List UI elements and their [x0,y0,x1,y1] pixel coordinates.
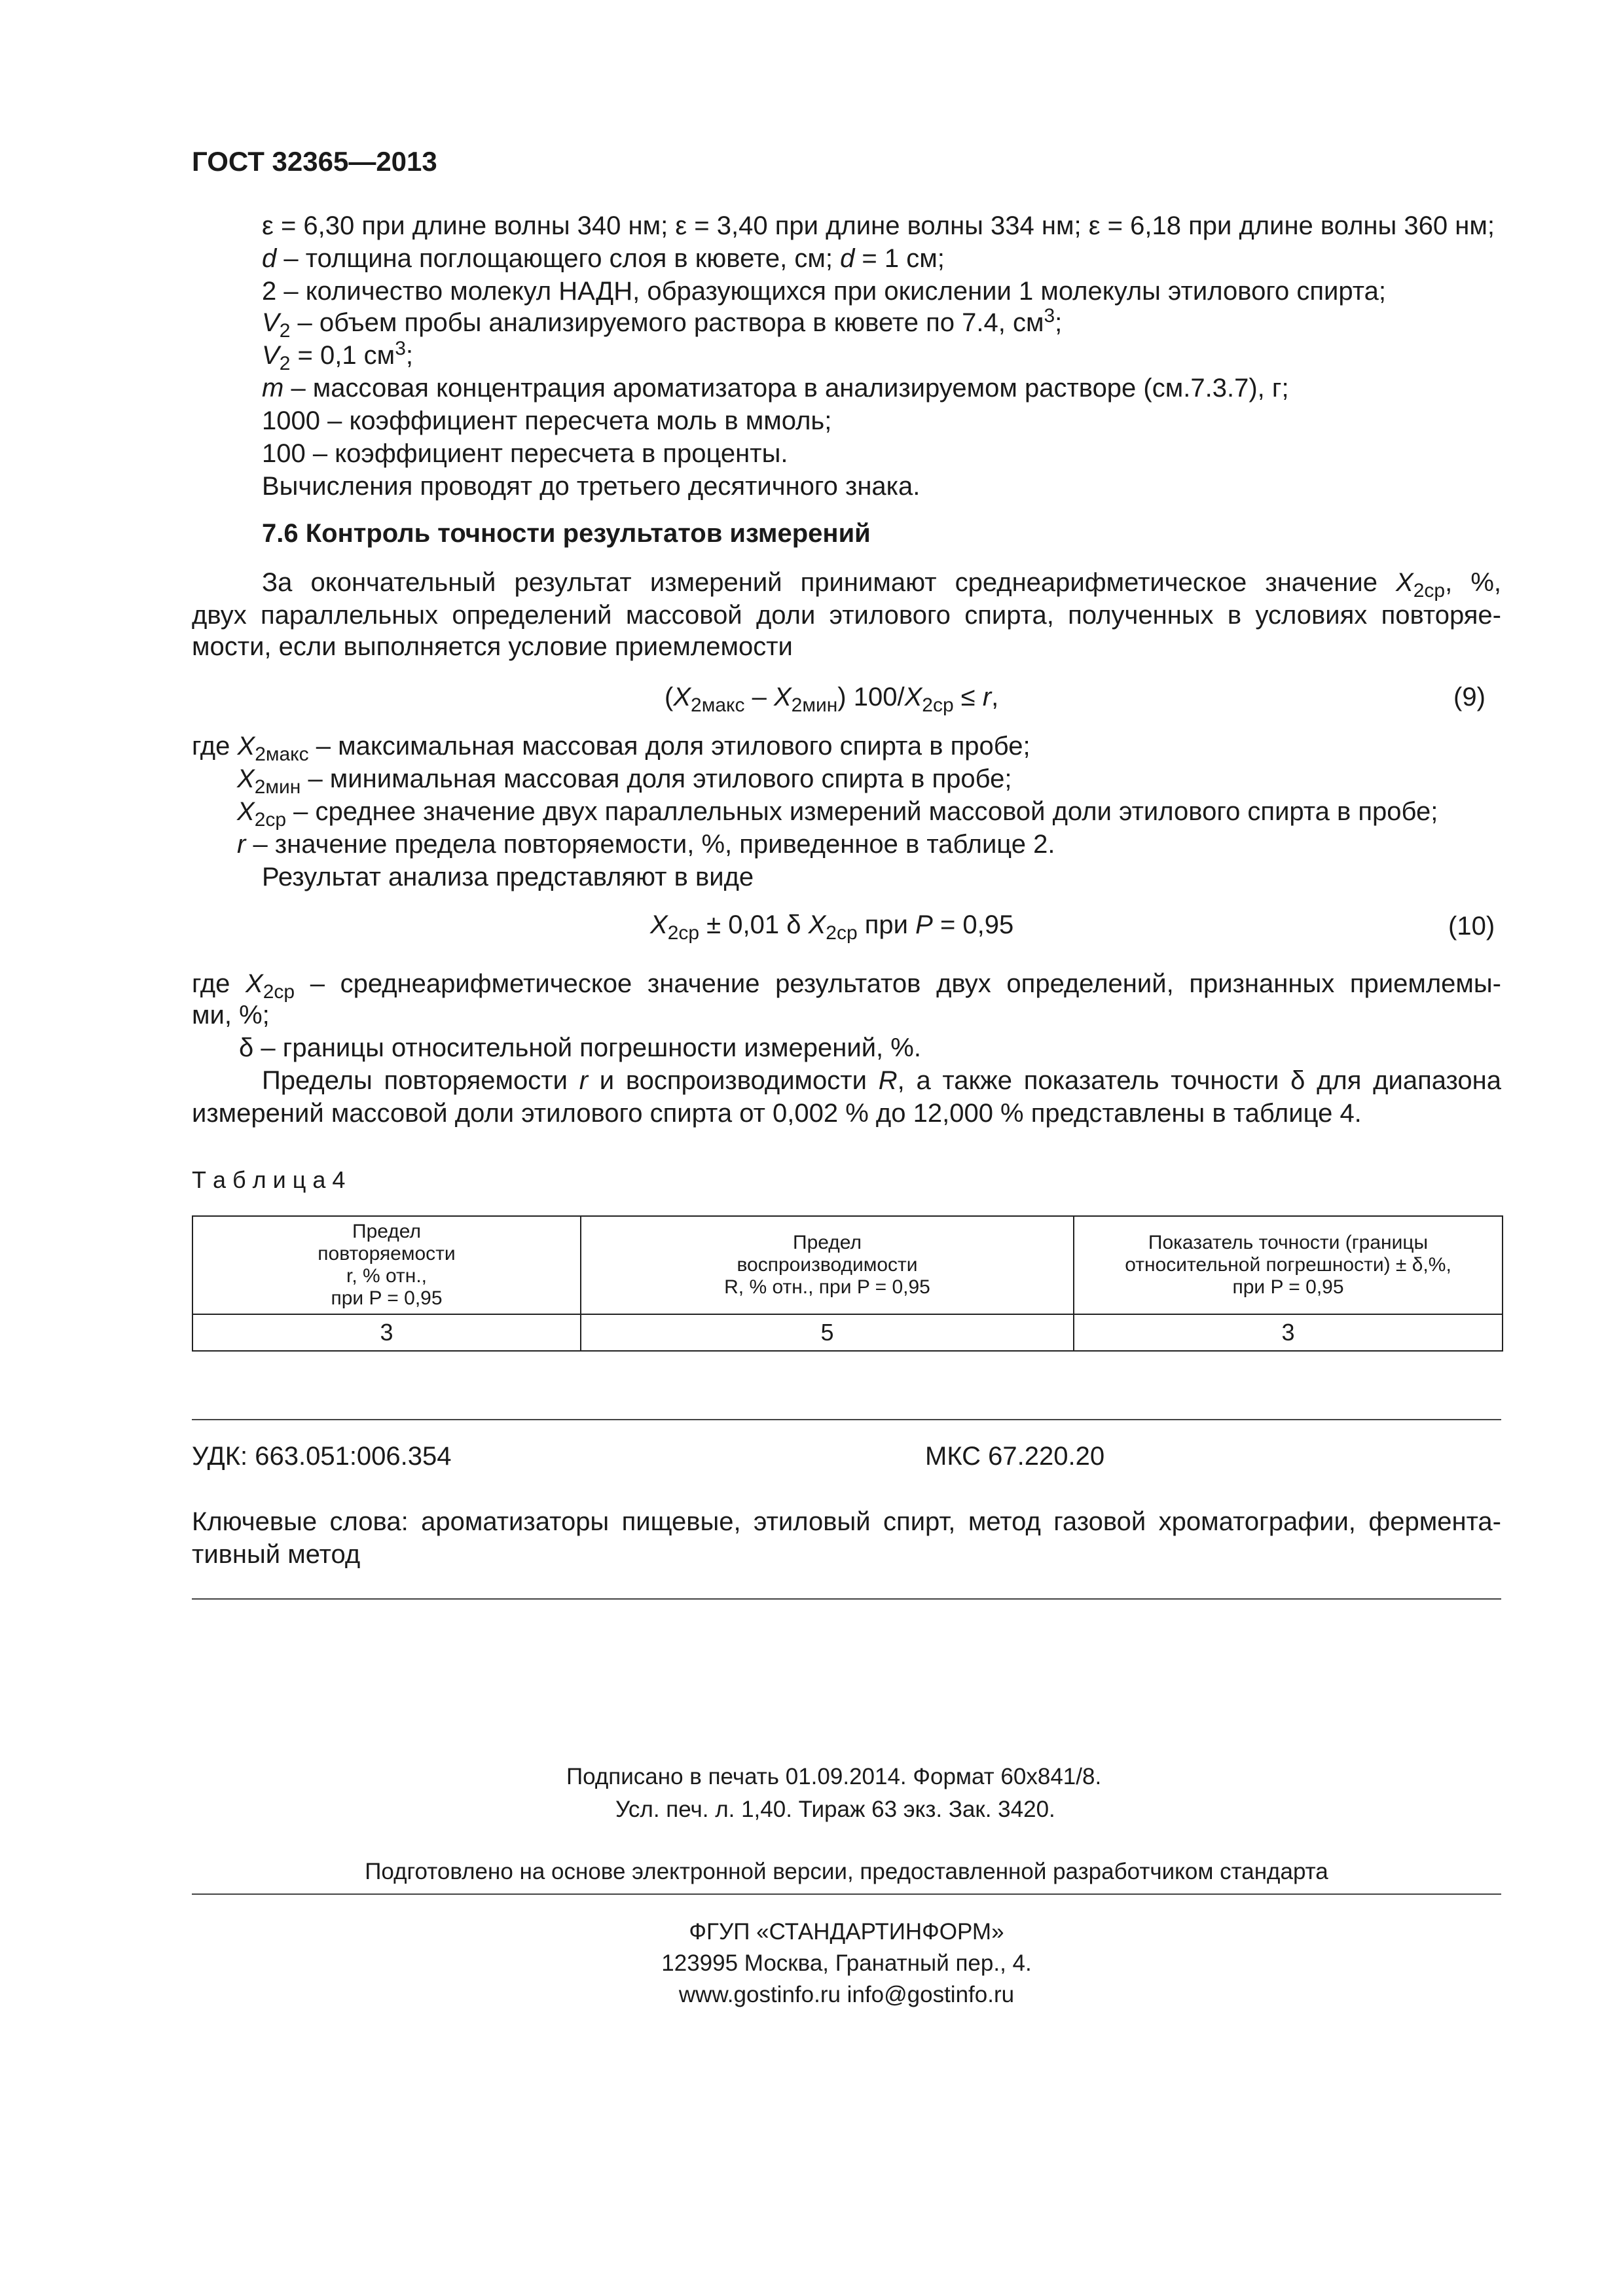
coef-1000-line: 1000 – коэффициент пересчета моль в ммоль; [262,406,832,435]
result-intro-line: Результат анализа представляют в виде [262,863,754,891]
equation-10: $X_{2ср} \pm 0,01$ δ $X_{2ср}$ при P = 0,95 [650,910,1014,944]
where-min-line: $X_{2мин}$ – минимальная массовая доля этилового спирта в пробе; [237,764,1012,798]
table-cell: 3 [1074,1314,1503,1351]
v2-definition-line: $V_2$ – объем пробы анализируемого раствора в кювете по 7.4, $см^3$; [262,305,1063,342]
document-header: ГОСТ 32365—2013 [192,146,437,177]
paragraph-line: За окончательный результат измерений принимают среднеарифметическое значение $X_{2ср}$, %, [262,568,1502,601]
where-max-line: где $X_{2макс}$ – максимальная массовая доля этилового спирта в пробе; [192,732,1030,765]
equation-9: $(X_{2макс} - X_{2мин}) 100/X_{2ср} \le r$, [665,683,999,716]
table-header-cell: Предел воспроизводимости R, % отн., при P = 0,95 [581,1216,1074,1314]
equation-10-number: (10) [1448,912,1495,941]
where-delta-line: δ – границы относительной погрешности измерений, %. [239,1033,921,1062]
paragraph-line: двух параллельных определений массовой доли этилового спирта, полученных в условиях повторяе- [192,601,1501,630]
calc-precision-line: Вычисления проводят до третьего десятичного знака. [262,472,921,501]
divider [192,1893,1501,1895]
where-x2cp-line: где $X_{2ср}$ – среднеарифметическое значение результатов двух определений, признанных приемлемы- [192,969,1501,1003]
mks-code: МКС 67.220.20 [925,1442,1105,1471]
paragraph-line: измерений массовой доли этилового спирта от 0,002 % до 12,000 % представлены в таблице 4. [192,1099,1362,1128]
divider [192,1419,1501,1420]
table-4 [192,1215,1503,1352]
equation-9-number: (9) [1453,683,1486,711]
udk-code: УДК: 663.051:006.354 [192,1442,452,1471]
table-header-row [192,1216,1503,1314]
d-definition-line: d – толщина поглощающего слоя в кювете, см; d = 1 см; [262,244,945,273]
coef-100-line: 100 – коэффициент пересчета в проценты. [262,439,788,468]
table-header-cell: Показатель точности (границы относительной погрешности) ± δ,%, при P = 0,95 [1074,1216,1503,1314]
imprint-address: 123995 Москва, Гранатный пер., 4. [661,1950,1032,1976]
table-cell: 5 [581,1314,1074,1351]
v2-value-line: $V_2 = 0,1$ $см^3$; [262,338,413,374]
section-title: 7.6 Контроль точности результатов измерений [262,519,871,548]
nadh-count-line: 2 – количество молекул НАДН, образующихся при окислении 1 молекулы этилового спирта; [262,277,1386,306]
imprint-org: ФГУП «СТАНДАРТИНФОРМ» [689,1919,1004,1945]
table-cell: 3 [192,1314,581,1351]
imprint-prepared: Подготовлено на основе электронной версии, предоставленной разработчиком стандарта [365,1859,1328,1884]
table-row [192,1314,1503,1351]
m-definition-line: m – массовая концентрация ароматизатора в анализируемом растворе (см.7.3.7), г; [262,374,1289,403]
where-x2cp-cont-line: ми, %; [192,1001,270,1030]
where-r-line: r – значение предела повторяемости, %, приведенное в таблице 2. [237,830,1055,859]
paragraph-line: Пределы повторяемости r и воспроизводимости R, а также показатель точности δ для диапазона [262,1066,1501,1095]
imprint-print: Усл. печ. л. 1,40. Тираж 63 экз. Зак. 3420. [615,1797,1055,1822]
table-header-cell: Предел повторяемости r, % отн., при P = 0,95 [192,1216,581,1314]
imprint-web[interactable]: www.gostinfo.ru info@gostinfo.ru [678,1982,1015,2007]
keywords-line: Ключевые слова: ароматизаторы пищевые, этиловый спирт, метод газовой хроматографии, фермента- [192,1507,1501,1536]
imprint-signed: Подписано в печать 01.09.2014. Формат 60х841/8. [566,1764,1102,1789]
epsilon-values-line: ε = 6,30 при длине волны 340 нм; ε = 3,40 при длине волны 334 нм; ε = 6,18 при длине волны 360 нм; [262,211,1495,240]
keywords-line: тивный метод [192,1540,361,1569]
table-caption: Т а б л и ц а 4 [192,1166,346,1193]
where-cp-line: $X_{2ср}$ – среднее значение двух параллельных измерений массовой доли этилового спирта в пробе; [237,797,1438,831]
paragraph-line: мости, если выполняется условие приемлемости [192,632,793,661]
divider [192,1598,1501,1600]
